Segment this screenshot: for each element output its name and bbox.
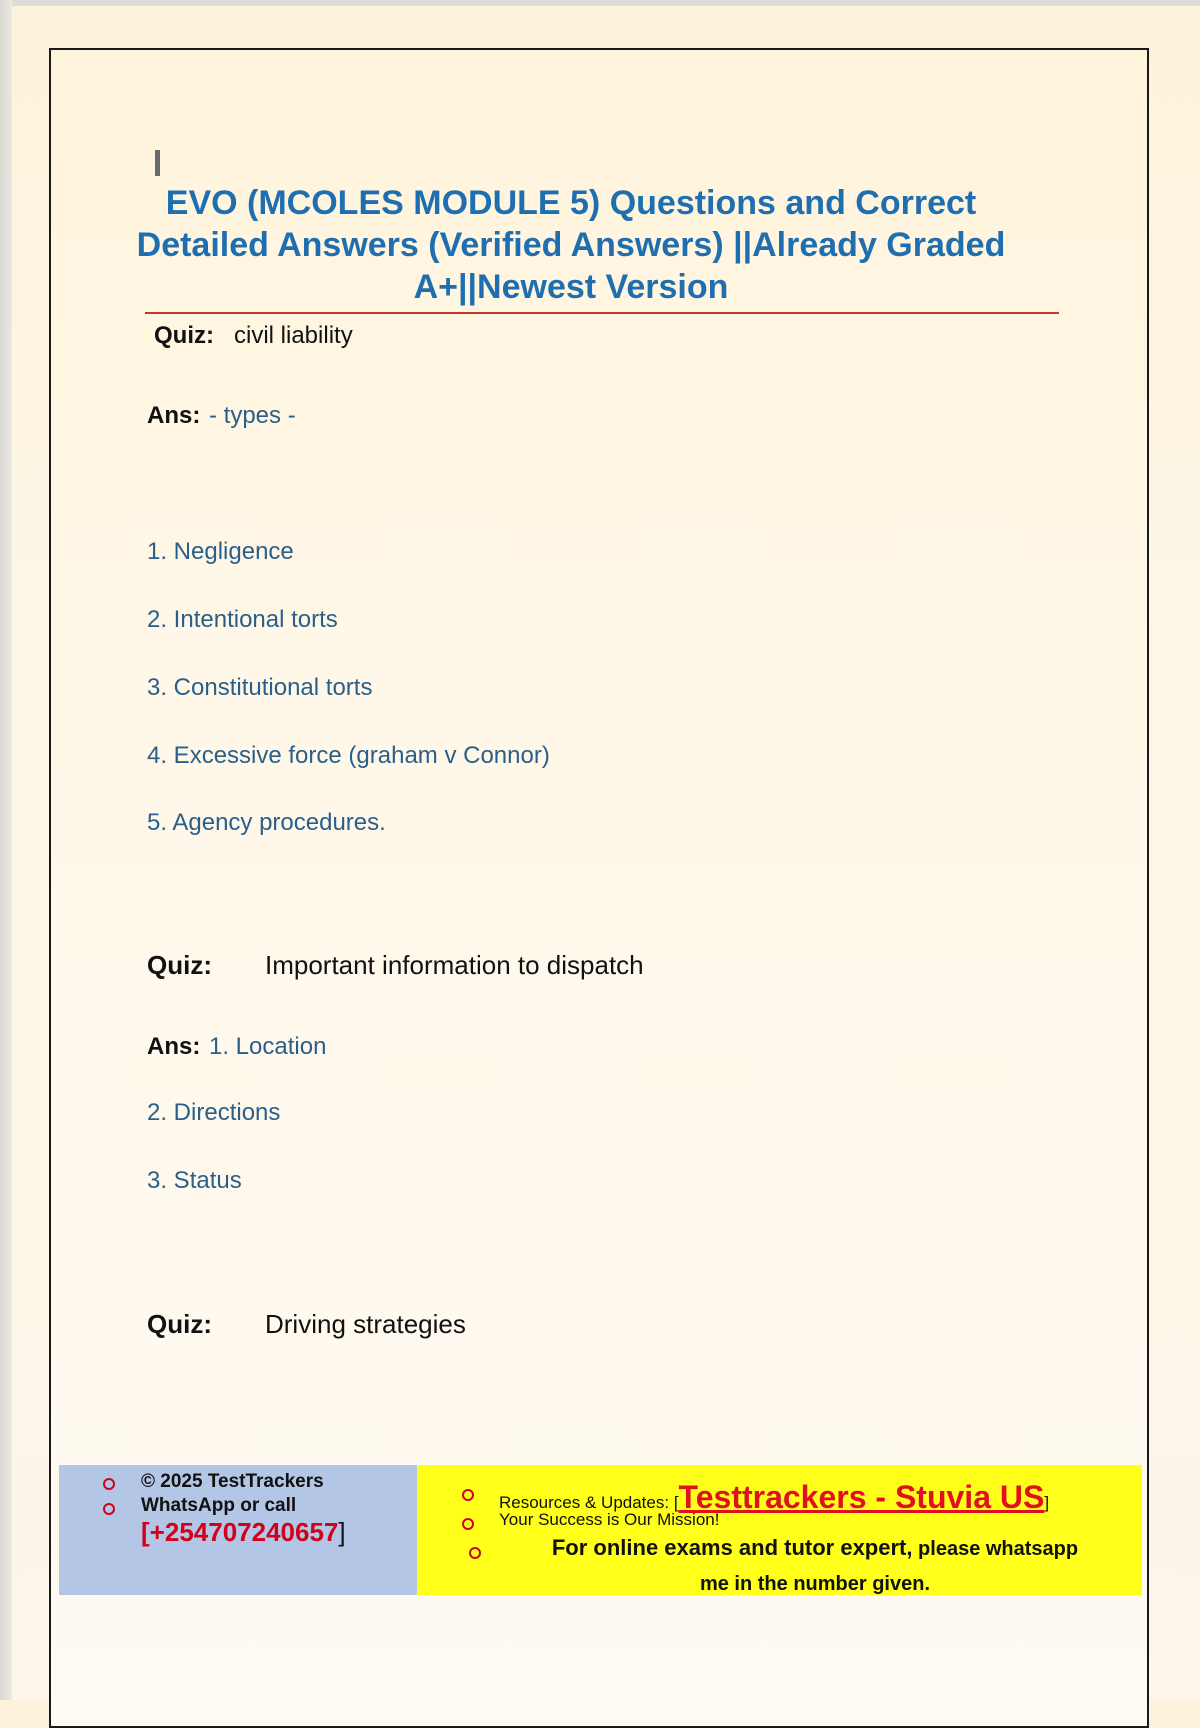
resources-label: Resources & Updates: bbox=[499, 1493, 674, 1512]
online-exams-text bbox=[495, 1531, 1135, 1601]
answer-item: 4. Excessive force (graham v Connor) bbox=[147, 742, 550, 769]
text-cursor bbox=[155, 150, 160, 176]
answer-item: 3. Constitutional torts bbox=[147, 674, 373, 701]
answer-item: 2. Directions bbox=[147, 1099, 281, 1126]
bullet-icon bbox=[103, 1478, 115, 1490]
phone-number[interactable]: +254707240657 bbox=[149, 1517, 339, 1547]
quiz-label-1: Quiz: bbox=[154, 322, 214, 349]
window-top-edge bbox=[0, 0, 1200, 6]
footer-contact-panel bbox=[59, 1465, 417, 1595]
bullet-icon bbox=[103, 1503, 115, 1515]
window-left-edge bbox=[0, 0, 12, 1700]
bracket-close: ] bbox=[338, 1517, 346, 1547]
ans-label-1: Ans: bbox=[147, 402, 201, 429]
bracket-open: [ bbox=[673, 1493, 679, 1512]
answer-item: 2. Intentional torts bbox=[147, 606, 338, 633]
answer-item: 3. Status bbox=[147, 1167, 242, 1194]
quiz-text-2: Important information to dispatch bbox=[265, 950, 644, 980]
footer-promo-panel bbox=[417, 1465, 1142, 1595]
bullet-icon bbox=[462, 1489, 474, 1501]
online-line2: me in the number given. bbox=[699, 1573, 931, 1595]
document-page bbox=[49, 48, 1149, 1728]
ans-text-1: - types - bbox=[209, 402, 296, 429]
quiz-label-2: Quiz: bbox=[147, 950, 212, 980]
phone-number-line bbox=[141, 1517, 346, 1548]
quiz-text-1: civil liability bbox=[234, 322, 353, 349]
bracket-open: [ bbox=[141, 1517, 150, 1547]
quiz-text-3: Driving strategies bbox=[265, 1309, 466, 1339]
answer-item: 1. Negligence bbox=[147, 538, 294, 565]
stuvia-link[interactable]: Testtrackers - Stuvia US bbox=[678, 1479, 1045, 1515]
bracket-close: ] bbox=[1044, 1493, 1050, 1512]
bullet-icon bbox=[462, 1518, 474, 1530]
ans-label-2: Ans: bbox=[147, 1033, 201, 1060]
online-line1-a: For online exams and tutor expert, bbox=[551, 1535, 913, 1560]
copyright-text: © 2025 TestTrackers bbox=[141, 1471, 324, 1492]
quiz-label-3: Quiz: bbox=[147, 1309, 212, 1339]
bullet-icon bbox=[469, 1547, 481, 1559]
whatsapp-label: WhatsApp or call bbox=[141, 1495, 297, 1516]
online-line1-b: please whatsapp bbox=[912, 1538, 1079, 1560]
title-underline bbox=[145, 312, 1059, 314]
document-title: EVO (MCOLES MODULE 5) Questions and Correct Detailed Answers (Verified Answers) ||Already Graded A+||Newest Version bbox=[136, 184, 1006, 306]
ans-text-2: 1. Location bbox=[209, 1033, 327, 1060]
footer-banner bbox=[59, 1465, 1142, 1595]
answer-item: 5. Agency procedures. bbox=[147, 809, 386, 836]
mission-text: Your Success is Our Mission! bbox=[499, 1510, 720, 1529]
